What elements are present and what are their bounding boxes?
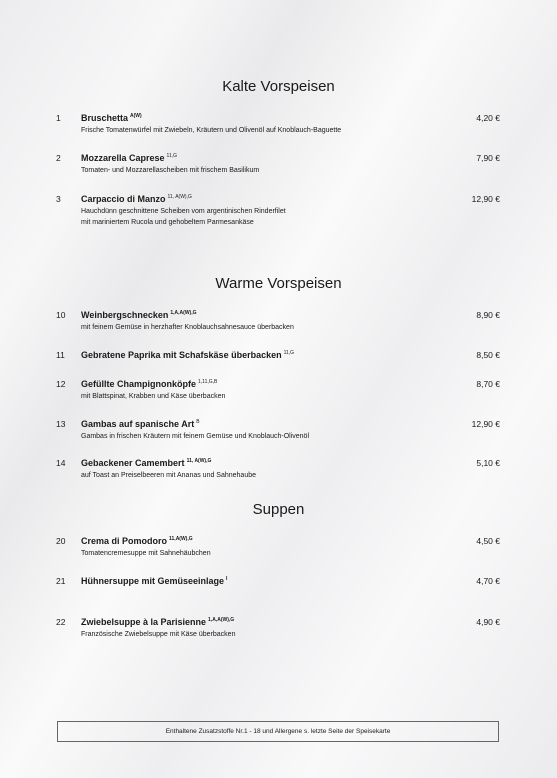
item-number: 10 [56, 310, 66, 320]
allergen-codes: 1,11,G,B [198, 379, 218, 385]
section-title-suppen: Suppen [252, 501, 305, 518]
item-description: Tomatencremesuppe mit Sahnehäubchen [81, 550, 211, 557]
item-number: 12 [56, 379, 66, 389]
allergen-codes: A(W) [130, 113, 142, 119]
item-name: Carpaccio di Manzo $^{11, A(W),G}$ [81, 194, 192, 204]
item-description: Tomaten- und Mozzarellascheiben mit frischem Basilikum [81, 167, 260, 174]
item-name: Gambas auf spanische Art $^B$ [81, 419, 200, 429]
item-description: mit Blattspinat, Krabben und Käse überbacken [81, 393, 226, 400]
allergen-codes: 11,G [166, 153, 178, 159]
item-description: Frische Tomatenwürfel mit Zwiebeln, Kräutern und Olivenöl auf Knoblauch-Baguette [81, 127, 342, 134]
item-name: Zwiebelsuppe à la Parisienne $^{1,A,A(W),G}$ [81, 617, 235, 627]
section-title-warme-vorspeisen: Warme Vorspeisen [215, 275, 342, 292]
item-description: Gambas in frischen Kräutern mit feinem Gemüse und Knoblauch-Olivenöl [81, 433, 309, 440]
item-price: 4,90 € [476, 617, 500, 627]
item-price: 8,90 € [476, 310, 500, 320]
item-name: Gebackener Camembert $^{11, A(W),G}$ [81, 458, 212, 468]
item-number: 22 [56, 617, 66, 627]
item-name: Hühnersuppe mit Gemüseeinlage $^I$ [81, 576, 228, 586]
allergen-codes: 11,G [283, 350, 295, 356]
item-description: Hauchdünn geschnittene Scheiben vom argentinischen Rinderfilet mit mariniertem Rucola und gehobeltem Parmesankäse [81, 208, 286, 226]
item-number: 3 [56, 194, 61, 204]
allergen-codes: 1,A,A(W),G [170, 310, 197, 316]
item-number: 20 [56, 536, 66, 546]
item-name: Mozzarella Caprese $^{11,G}$ [81, 153, 178, 163]
item-name: Weinbergschnecken $^{1,A,A(W),G}$ [81, 310, 197, 320]
item-number: 13 [56, 419, 66, 429]
item-price: 5,10 € [476, 458, 500, 468]
item-description: mit feinem Gemüse in herzhafter Knoblauchsahnesauce überbacken [81, 324, 294, 331]
item-price: 4,20 € [476, 113, 500, 123]
item-price: 8,50 € [476, 350, 500, 360]
item-number: 2 [56, 153, 61, 163]
allergen-codes: B [196, 419, 200, 425]
section-title-kalte-vorspeisen: Kalte Vorspeisen [222, 78, 335, 95]
allergen-codes: 11, A(W),G [167, 194, 192, 200]
allergen-codes: 1,A,A(W),G [208, 617, 235, 623]
item-price: 12,90 € [471, 194, 500, 204]
item-name: Crema di Pomodoro $^{11,A(W),G}$ [81, 536, 193, 546]
item-number: 21 [56, 576, 66, 586]
item-description: Französische Zwiebelsuppe mit Käse überbacken [81, 631, 236, 638]
item-price: 7,90 € [476, 153, 500, 163]
allergen-codes: 11,A(W),G [169, 536, 193, 542]
item-description: auf Toast an Preiselbeeren mit Ananas und Sahnehaube [81, 472, 256, 479]
item-price: 12,90 € [471, 419, 500, 429]
item-number: 11 [56, 350, 65, 360]
item-price: 8,70 € [476, 379, 500, 389]
item-number: 14 [56, 458, 66, 468]
item-number: 1 [56, 113, 61, 123]
item-price: 4,70 € [476, 576, 500, 586]
item-name: Gebratene Paprika mit Schafskäse überbacken $^{11,G}$ [81, 350, 295, 360]
footer-note: Enthaltene Zusatzstoffe Nr.1 - 18 und Allergene s. letzte Seite der Speisekarte [57, 721, 499, 742]
item-name: Gefüllte Champignonköpfe $^{1,11,G,B}$ [81, 379, 218, 389]
allergen-codes: 11, A(W),G [186, 458, 212, 464]
item-price: 4,50 € [476, 536, 500, 546]
item-name: Bruschetta $^{A(W)}$ [81, 113, 142, 123]
allergen-codes: I [226, 576, 228, 582]
